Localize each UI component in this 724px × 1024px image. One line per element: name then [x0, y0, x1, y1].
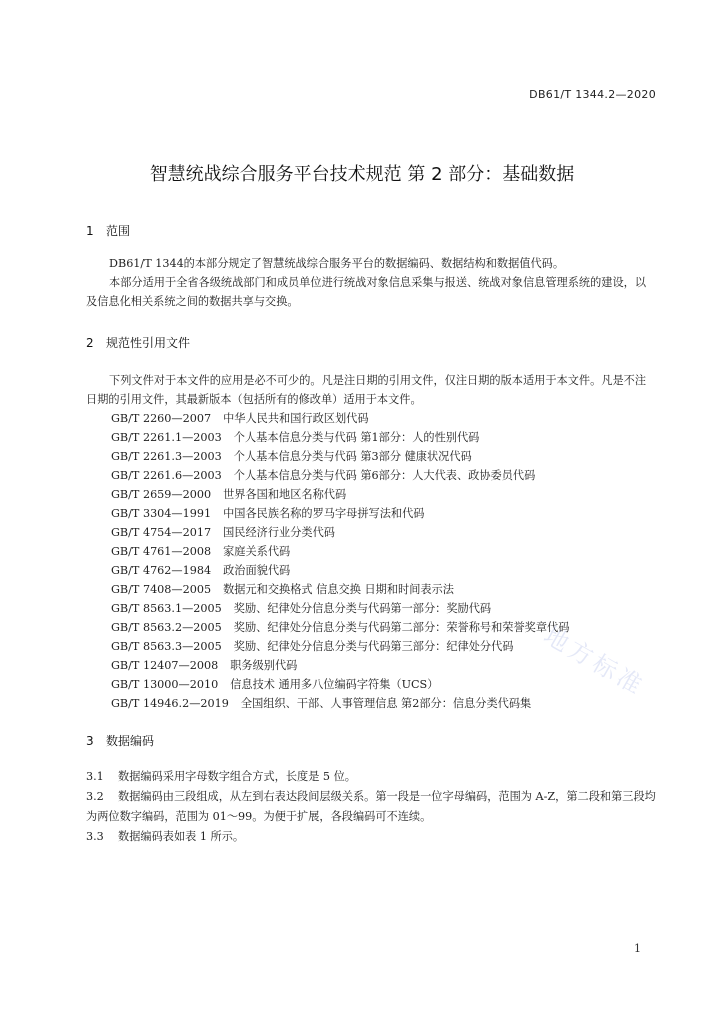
reference-title: 奖励、纪律处分信息分类与代码第三部分：纪律处分代码 [233, 640, 514, 653]
reference-code: GB/T 4754—2017 [111, 526, 212, 539]
reference-item [111, 599, 569, 618]
reference-title: 国民经济行业分类代码 [223, 526, 335, 539]
reference-title: 家庭关系代码 [223, 545, 291, 558]
reference-list [111, 409, 569, 713]
reference-item [111, 675, 569, 694]
clause-text: 数据编码采用字母数字组合方式，长度是 5 位。 [118, 770, 356, 783]
reference-code: GB/T 7408—2005 [111, 583, 212, 596]
reference-title: 奖励、纪律处分信息分类与代码第一部分：奖励代码 [233, 602, 492, 615]
reference-item [111, 428, 569, 447]
section-heading-data-coding [86, 732, 154, 749]
reference-item [111, 485, 569, 504]
reference-code: GB/T 2261.1—2003 [111, 431, 222, 444]
reference-item [111, 580, 569, 599]
reference-title: 政治面貌代码 [223, 564, 291, 577]
reference-item [111, 637, 569, 656]
reference-code: GB/T 2659—2000 [111, 488, 212, 501]
reference-item [111, 618, 569, 637]
reference-code: GB/T 13000—2010 [111, 678, 219, 691]
section-title: 范围 [106, 224, 131, 238]
reference-code: GB/T 4761—2008 [111, 545, 212, 558]
clause-number: 3.2 [86, 790, 104, 803]
reference-item [111, 656, 569, 675]
section-number: 2 [86, 336, 94, 350]
clause-3-1 [86, 767, 656, 787]
reference-item [111, 447, 569, 466]
scope-paragraph-1: DB61/T 1344的本部分规定了智慧统战综合服务平台的数据编码、数据结构和数据值代码。 [109, 257, 565, 270]
reference-title: 个人基本信息分类与代码 第3部分 健康状况代码 [233, 450, 472, 463]
reference-code: GB/T 12407—2008 [111, 659, 219, 672]
clause-number: 3.3 [86, 830, 104, 843]
reference-title: 职务级别代码 [230, 659, 298, 672]
section-title: 规范性引用文件 [106, 336, 191, 350]
reference-code: GB/T 2260—2007 [111, 412, 212, 425]
reference-item [111, 409, 569, 428]
reference-title: 个人基本信息分类与代码 第6部分：人大代表、政协委员代码 [233, 469, 536, 482]
reference-code: GB/T 8563.2—2005 [111, 621, 222, 634]
watermark: 地方标准 [539, 621, 650, 702]
clause-text: 数据编码表如表 1 所示。 [118, 830, 245, 843]
document-title: 智慧统战综合服务平台技术规范 第 2 部分：基础数据 [149, 164, 575, 185]
scope-paragraph-2: 本部分适用于全省各级统战部门和成员单位进行统战对象信息采集与报送、统战对象信息管理系统的建设，以及信息化相关系统之间的数据共享与交换。 [86, 276, 647, 308]
reference-title: 中华人民共和国行政区划代码 [223, 412, 369, 425]
section-heading-normative-references [86, 334, 190, 351]
reference-item [111, 694, 569, 713]
clause-3-2 [86, 787, 656, 827]
reference-item [111, 561, 569, 580]
reference-code: GB/T 2261.6—2003 [111, 469, 222, 482]
document-code: DB61/T 1344.2—2020 [529, 88, 656, 101]
reference-title: 中国各民族名称的罗马字母拼写法和代码 [223, 507, 425, 520]
reference-code: GB/T 4762—1984 [111, 564, 212, 577]
reference-code: GB/T 8563.3—2005 [111, 640, 222, 653]
section-number: 1 [86, 224, 94, 238]
reference-title: 信息技术 通用多八位编码字符集（UCS） [230, 678, 439, 691]
reference-item [111, 523, 569, 542]
reference-code: GB/T 8563.1—2005 [111, 602, 222, 615]
clause-text: 数据编码由三段组成，从左到右表达段间层级关系。第一段是一位字母编码，范围为 A-Z，第二段和第三段均为两位数字编码，范围为 01～99。为便于扩展，各段编码可不连续。 [86, 790, 656, 823]
section-title: 数据编码 [106, 734, 155, 748]
reference-code: GB/T 2261.3—2003 [111, 450, 222, 463]
clause-number: 3.1 [86, 770, 104, 783]
reference-title: 数据元和交换格式 信息交换 日期和时间表示法 [223, 583, 454, 596]
reference-item [111, 504, 569, 523]
reference-title: 奖励、纪律处分信息分类与代码第二部分：荣誉称号和荣誉奖章代码 [233, 621, 570, 634]
reference-title: 全国组织、干部、人事管理信息 第2部分：信息分类代码集 [240, 697, 532, 710]
reference-code: GB/T 14946.2—2019 [111, 697, 229, 710]
reference-code: GB/T 3304—1991 [111, 507, 212, 520]
normative-intro: 下列文件对于本文件的应用是必不可少的。凡是注日期的引用文件，仅注日期的版本适用于本文件。凡是不注日期的引用文件，其最新版本（包括所有的修改单）适用于本文件。 [86, 374, 647, 406]
reference-item [111, 542, 569, 561]
section-number: 3 [86, 734, 94, 748]
reference-title: 世界各国和地区名称代码 [223, 488, 347, 501]
clause-3-3 [86, 827, 656, 847]
reference-item [111, 466, 569, 485]
page-number: 1 [634, 942, 641, 955]
reference-title: 个人基本信息分类与代码 第1部分：人的性别代码 [233, 431, 480, 444]
section-heading-scope [86, 222, 130, 239]
